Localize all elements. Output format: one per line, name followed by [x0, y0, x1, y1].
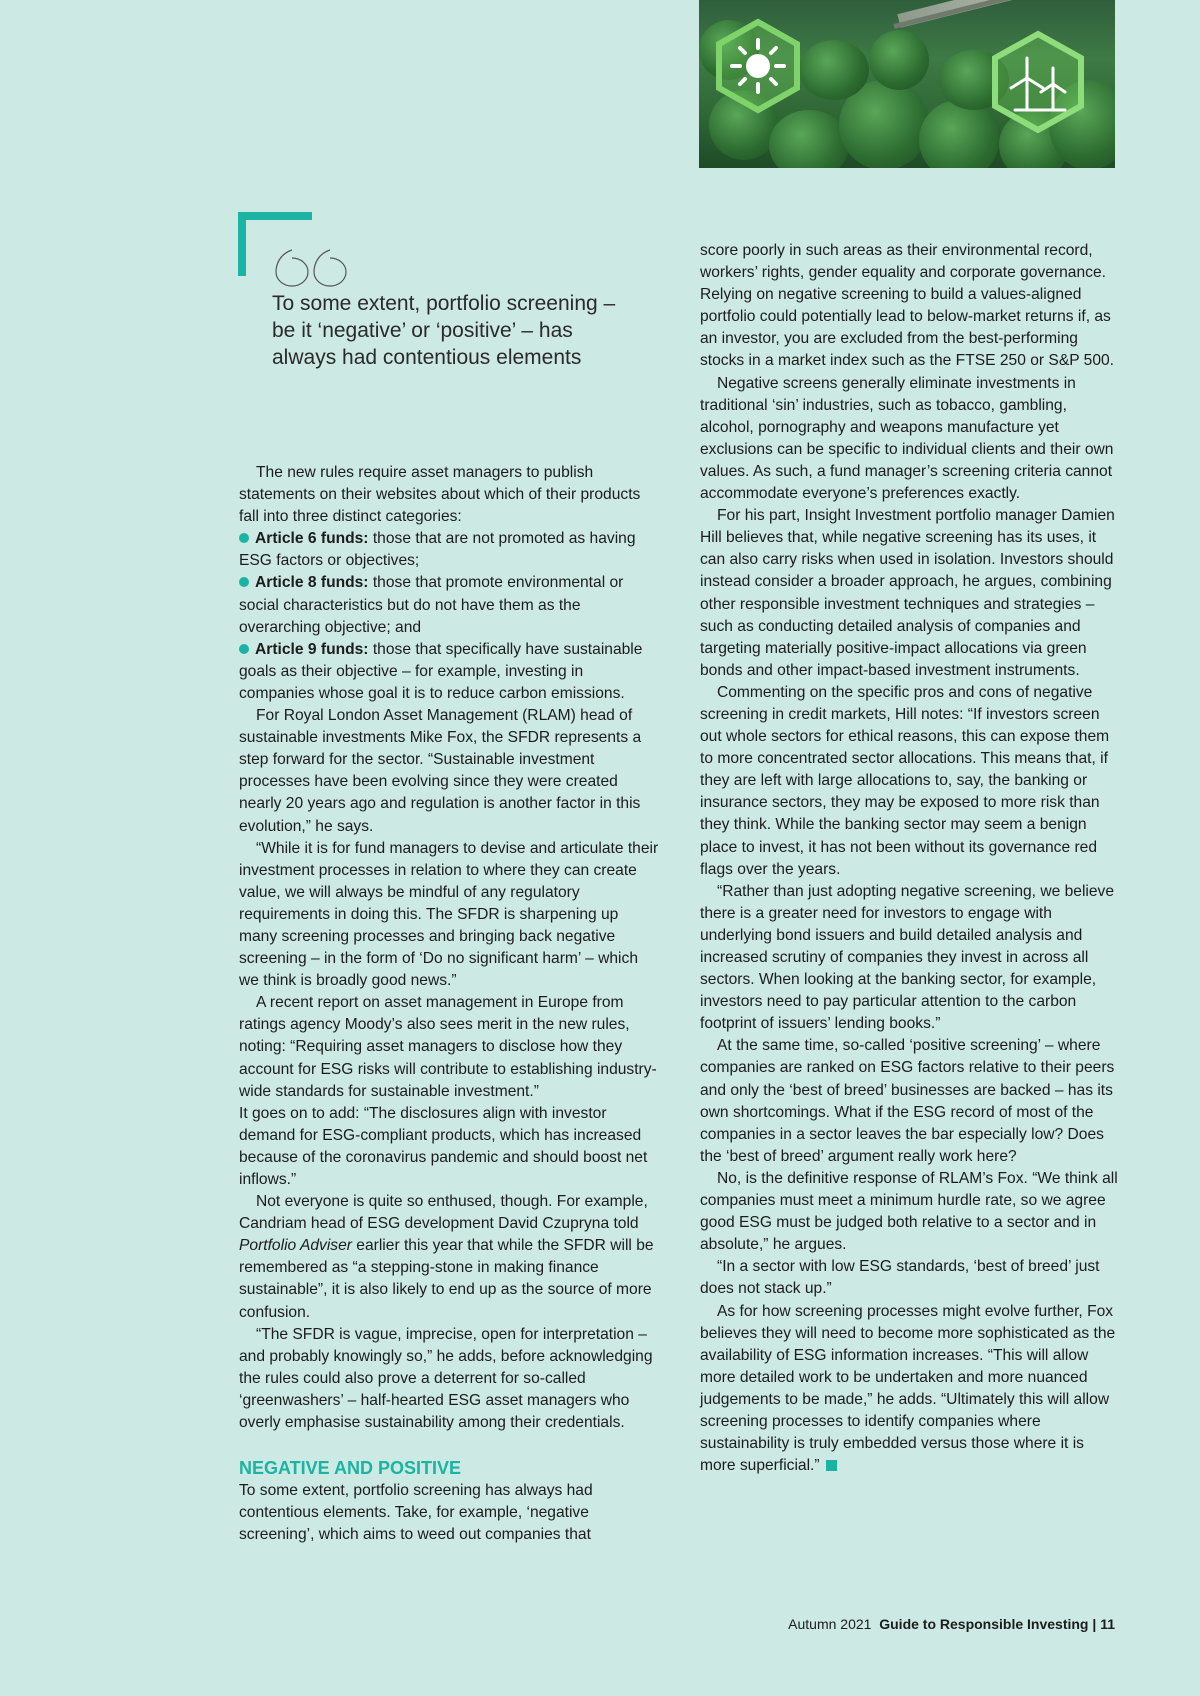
- paragraph: The new rules require asset managers to publish statements on their websites about which of their products fall into three distinct categories:: [239, 464, 641, 526]
- quote-bracket: [238, 212, 312, 220]
- paragraph: It goes on to add: “The disclosures align with investor demand for ESG-compliant products, which has increased because of the coronavirus pandemic and should boost net inflows.”: [239, 1104, 648, 1188]
- pull-quote-box: [238, 212, 638, 412]
- paragraph: To some extent, portfolio screening has always had contentious elements. Take, for example, ‘negative screening’, which aims to weed out companies that: [239, 1482, 593, 1544]
- paragraph: Negative screens generally eliminate investments in traditional ‘sin’ industries, such as tobacco, gambling, alcohol, pornography and weapons manufacture yet exclusions can be specific to individual clients and their own values. As such, a fund manager’s screening criteria cannot accommodate everyone’s preferences exactly.: [700, 374, 1114, 503]
- footer-separator: |: [1092, 1616, 1097, 1632]
- paragraph: “Rather than just adopting negative screening, we believe there is a greater need for investors to engage with underlying bond issuers and build detailed analysis and increased scrutiny of companies they invest in across all sectors. When looking at the banking sector, for example, investors need to pay particular attention to the carbon footprint of issuers’ lending books.”: [700, 882, 1115, 1033]
- paragraph: score poorly in such areas as their environmental record, workers’ rights, gender equality and corporate governance. Relying on negative screening to build a values-aligned portfolio could potentially lead to below-market returns if, as an investor, you are excluded from the best-performing stocks in a market index such as the FTSE 250 or S&P 500.: [700, 242, 1115, 370]
- end-mark: [826, 1460, 837, 1471]
- quote-marks-icon: [272, 246, 348, 288]
- section-heading: NEGATIVE AND POSITIVE: [239, 1458, 462, 1479]
- paragraph: For his part, Insight Investment portfolio manager Damien Hill believes that, while negative screening has its uses, it can also carry risks when used in isolation. Investors should instead consider a broader approach, he argues, combining other responsible investment techniques and strategies – such as conducting detailed analysis of companies and targeting materially positive-impact allocations via green bonds and other impact-based investment instruments.: [700, 507, 1115, 679]
- paragraph: A recent report on asset management in Europe from ratings agency Moody’s also sees merit in the new rules, noting: “Requiring asset managers to disclose how they account for ESG risks will contribute to establishing industry-wide standards for sustainable investment.”: [239, 994, 657, 1100]
- paragraph: “While it is for fund managers to devise and articulate their investment processes in relation to where they can create value, we will always be mindful of any regulatory requirements in doing this. The SFDR is sharpening up many screening processes and bringing back negative screening – in the form of ‘Do no significant harm’ – which we think is broadly good news.”: [239, 839, 659, 990]
- wind-turbine-icon: [991, 30, 1085, 134]
- paragraph-final: As for how screening processes might evolve further, Fox believes they will need to become more sophisticated as the availability of ESG information increases. “This will allow more detailed work to be undertaken and more nuanced judgements to be made,” he adds. “Ultimately this will allow screening processes to identify companies where sustainability is truly embedded versus those where it is more superficial.”: [700, 1302, 1116, 1475]
- paragraph: No, is the definitive response of RLAM’s Fox. “We think all companies must meet a minimum hurdle rate, so we agree good ESG must be judged both relative to a sector and in absolute,” he argues.: [700, 1169, 1118, 1254]
- sun-icon: [715, 18, 801, 114]
- page-number: 11: [1100, 1616, 1115, 1632]
- issue-date: Autumn 2021: [788, 1616, 872, 1632]
- left-column: [239, 462, 659, 1546]
- page-footer: [788, 1616, 1115, 1632]
- bullet-dot: [239, 577, 249, 587]
- right-column: [700, 240, 1120, 1477]
- bullet-dot: [239, 644, 249, 654]
- paragraph: Commenting on the specific pros and cons of negative screening in credit markets, Hill notes: “If investors screen out whole sectors for ethical reasons, this can expose them to more concentrated sector allocations. This means that, if they are left with large allocations to, say, the banking or insurance sectors, they may be exposed to more risk than they think. While the banking sector may seem a benign place to invest, it has not been without its governance red flags over the years.: [700, 683, 1110, 878]
- pull-quote-text: To some extent, portfolio screening – be it ‘negative’ or ‘positive’ – has always had contentious elements: [272, 292, 616, 369]
- bullet-article-9: Article 9 funds: those that specifically have sustainable goals as their objective – for example, investing in companies whose goal it is to reduce carbon emissions.: [239, 640, 643, 702]
- paragraph: “In a sector with low ESG standards, ‘best of breed’ just does not stack up.”: [700, 1258, 1100, 1298]
- paragraph: At the same time, so-called ‘positive screening’ – where companies are ranked on ESG factors relative to their peers and only the ‘best of breed’ businesses are backed – has its own shortcomings. What if the ESG record of most of the companies in a sector leaves the bar especially low? Does the ‘best of breed’ argument really work here?: [700, 1037, 1115, 1165]
- bullet-dot: [239, 533, 249, 543]
- publication-title: Guide to Responsible Investing: [879, 1616, 1089, 1632]
- hero-image: [699, 0, 1115, 168]
- bullet-article-8: Article 8 funds: those that promote environmental or social characteristics but do not have them as the overarching objective; and: [239, 574, 624, 636]
- publication-name: Portfolio Adviser: [239, 1237, 352, 1255]
- paragraph: For Royal London Asset Management (RLAM) head of sustainable investments Mike Fox, the SFDR represents a step forward for the sector. “Sustainable investment processes have been evolving since they were created nearly 20 years ago and regulation is another factor in this evolution,” he says.: [239, 707, 642, 835]
- paragraph: “The SFDR is vague, imprecise, open for interpretation – and probably knowingly so,” he adds, before acknowledging the rules could also prove a deterrent for so-called ‘greenwashers’ – half-hearted ESG asset managers who overly emphasise sustainability among their credentials.: [239, 1325, 653, 1432]
- bullet-article-6: Article 6 funds: those that are not promoted as having ESG factors or objectives;: [239, 530, 636, 570]
- paragraph: Not everyone is quite so enthused, though. For example, Candriam head of ESG development David Czupryna told Portfolio Adviser earlier this year that while the SFDR will be remembered as “a stepping-stone in making finance sustainable”, it is also likely to end up as the source of more confusion.: [239, 1193, 654, 1321]
